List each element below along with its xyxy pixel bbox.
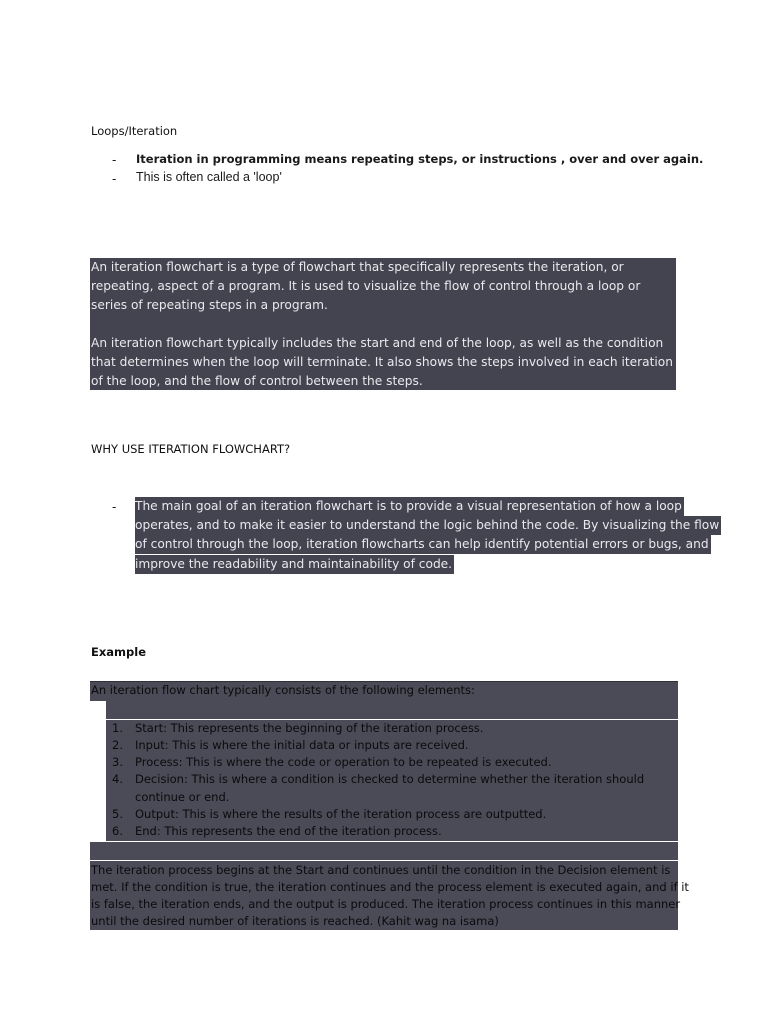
process-line-1: The iteration process begins at the Start and continues until the condition in the Decision element is (91, 863, 671, 877)
list-item-text: Start: This represents the beginning of the iteration process. (135, 721, 484, 735)
process-spacer-bar (90, 842, 678, 860)
why-line-4: improve the readability and maintainability of code. (135, 555, 454, 574)
example-heading: Example (91, 645, 146, 659)
list-item (112, 720, 483, 737)
process-line-2: met. If the condition is true, the iteration continues and the process element is executed again, and if it (91, 880, 689, 894)
intro-bullet-2: This is often called a 'loop' (136, 170, 282, 184)
why-line-1: The main goal of an iteration flowchart is to provide a visual representation of how a loop (135, 497, 684, 516)
list-item-text: Decision: This is where a condition is checked to determine whether the iteration should (135, 772, 645, 786)
list-item (112, 737, 469, 754)
list-item-text: End: This represents the end of the iteration process. (135, 824, 442, 838)
list-item-number: 5. (112, 807, 123, 821)
list-item-number: 4. (112, 772, 123, 786)
list-item-number: 1. (112, 721, 123, 735)
bullet-dash: - (112, 171, 117, 186)
why-line-3: of control through the loop, iteration flowcharts can help identify potential errors or bugs, and (135, 535, 711, 554)
why-heading: WHY USE ITERATION FLOWCHART? (91, 442, 291, 456)
list-spacer-bar (106, 701, 678, 719)
list-item-number: 6. (112, 824, 123, 838)
intro-bullet-1: Iteration in programming means repeating steps, or instructions , over and over again. (136, 152, 704, 166)
process-line-3: is false, the iteration ends, and the output is produced. The iteration process continues in this manner (91, 897, 681, 911)
definition-paragraph-2: An iteration flowchart typically includes the start and end of the loop, as well as the condition that determines when the loop will terminate. It also shows the steps involved in each iteration of the loop, and the flow of control between the steps. (91, 336, 673, 388)
list-item (112, 789, 229, 806)
list-item-text: Output: This is where the results of the iteration process are outputted. (135, 807, 547, 821)
list-item (112, 806, 546, 823)
bullet-dash: - (112, 499, 117, 514)
list-item (112, 771, 644, 788)
bullet-dash: - (112, 152, 117, 167)
process-line-4: until the desired number of iterations is reached. (Kahit wag na isama) (91, 914, 499, 928)
definition-block (90, 258, 676, 390)
why-line-2: operates, and to make it easier to understand the logic behind the code. By visualizing the flow (135, 516, 721, 535)
definition-paragraph-1: An iteration flowchart is a type of flowchart that specifically represents the iteration, or repeating, aspect of a program. It is used to visualize the flow of control through a loop or series of repeating steps in a program. (91, 260, 641, 312)
example-intro: An iteration flow chart typically consists of the following elements: (91, 683, 475, 697)
list-item-number: 3. (112, 755, 123, 769)
page-title: Loops/Iteration (91, 124, 178, 138)
list-item-text: Process: This is where the code or operation to be repeated is executed. (135, 755, 552, 769)
list-item-text: continue or end. (135, 790, 230, 804)
list-item (112, 754, 551, 771)
list-item-text: Input: This is where the initial data or inputs are received. (135, 738, 469, 752)
list-item-number: 2. (112, 738, 123, 752)
list-item (112, 823, 442, 840)
